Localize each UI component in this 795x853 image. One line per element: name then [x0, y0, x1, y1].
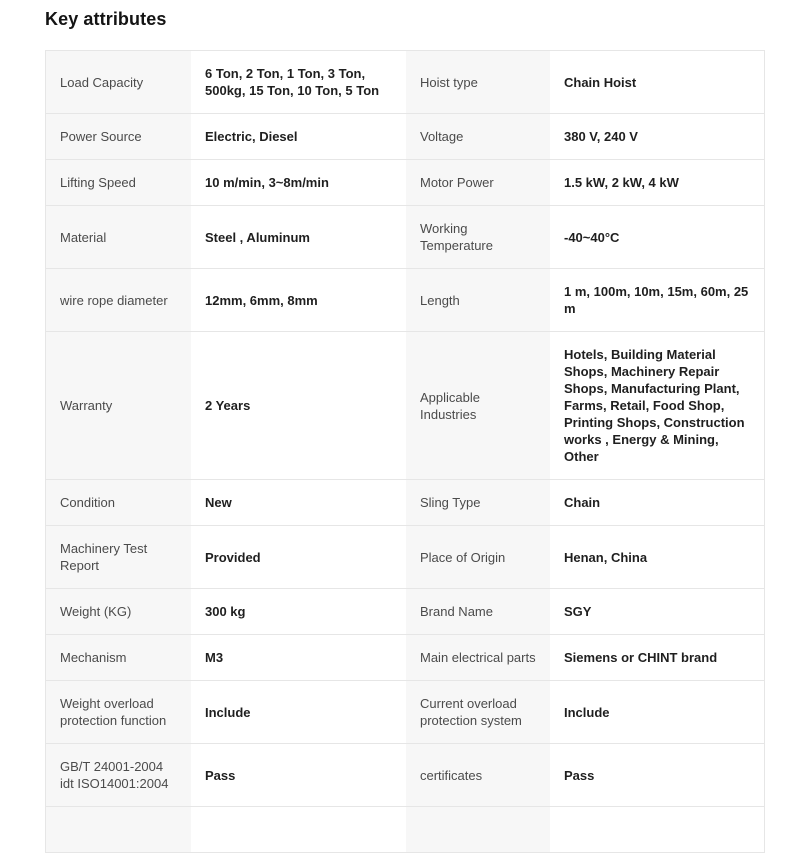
attribute-label: Weight (KG)	[60, 604, 132, 619]
attribute-value: Pass	[564, 767, 595, 783]
table-row	[46, 526, 764, 589]
attribute-label-cell	[46, 681, 191, 743]
table-row	[46, 635, 764, 681]
attribute-label-cell	[46, 480, 191, 525]
attribute-label: Material	[60, 229, 107, 245]
attribute-value-cell	[191, 332, 406, 479]
attribute-label-cell	[406, 114, 550, 159]
attribute-label-cell	[406, 480, 550, 525]
attribute-label-cell	[46, 160, 191, 205]
attribute-value: New	[205, 495, 232, 510]
attribute-value: Include	[205, 704, 251, 720]
attribute-value: M3	[205, 650, 224, 665]
attribute-value: Pass	[205, 767, 236, 783]
attribute-label-cell	[406, 526, 550, 588]
attribute-value-cell	[550, 744, 764, 806]
table-row	[46, 589, 764, 635]
attribute-label: Working Temperature	[420, 221, 493, 253]
attribute-label-cell	[406, 589, 550, 634]
attribute-value-cell	[550, 589, 764, 634]
attribute-label-cell	[406, 681, 550, 743]
attribute-value-cell	[550, 114, 764, 159]
attribute-label-cell	[406, 206, 550, 268]
attribute-value: 10 m/min, 3~8m/min	[205, 175, 329, 190]
section-title: Key attributes	[45, 9, 167, 29]
attribute-value-cell	[191, 480, 406, 525]
key-attributes-section	[0, 9, 795, 853]
table-row	[46, 807, 764, 852]
attribute-value-cell	[191, 51, 406, 113]
attribute-value-cell	[550, 807, 764, 852]
attribute-value-cell	[550, 206, 764, 268]
attribute-label: Sling Type	[420, 495, 481, 510]
attribute-value: 1 m, 100m, 10m, 15m, 60m, 25 m	[564, 284, 749, 316]
attribute-value-cell	[191, 807, 406, 852]
attribute-value: 1.5 kW, 2 kW, 4 kW	[564, 175, 679, 190]
attribute-value: Steel , Aluminum	[205, 229, 310, 245]
attribute-value-cell	[191, 589, 406, 634]
attribute-value: Chain	[564, 495, 601, 510]
table-row	[46, 160, 764, 206]
attribute-label: Condition	[60, 495, 115, 510]
attribute-value: Siemens or CHINT brand	[564, 650, 718, 665]
attribute-label-cell	[46, 51, 191, 113]
attribute-value: Electric, Diesel	[205, 129, 298, 144]
attribute-label: Voltage	[420, 129, 464, 144]
attribute-value-cell	[191, 744, 406, 806]
attribute-value-cell	[550, 269, 764, 331]
attribute-label-cell	[46, 744, 191, 806]
attribute-label: Power Source	[60, 129, 142, 144]
attribute-label-cell	[46, 206, 191, 268]
attribute-value: Hotels, Building Material Shops, Machinery Repair Shops, Manufacturing Plant, Farms, Retail, Food Shop, Printing Shops, Construction works , Energy & Mining, Other	[564, 347, 745, 464]
table-row	[46, 269, 764, 332]
attribute-label-cell	[46, 635, 191, 680]
attribute-label-cell	[406, 635, 550, 680]
attribute-label: Weight overload protection function	[60, 696, 167, 728]
attribute-label-cell	[46, 332, 191, 479]
attribute-value: -40~40°C	[564, 229, 620, 245]
attribute-label: Main electrical parts	[420, 650, 536, 665]
table-row	[46, 51, 764, 114]
attribute-value: Include	[564, 704, 610, 720]
attribute-value-cell	[191, 681, 406, 743]
attribute-label-cell	[406, 269, 550, 331]
attribute-label-cell	[406, 744, 550, 806]
attribute-label-cell	[406, 51, 550, 113]
attribute-value-cell	[191, 160, 406, 205]
attribute-value-cell	[191, 114, 406, 159]
attribute-label: certificates	[420, 767, 483, 783]
table-row	[46, 480, 764, 526]
attribute-label: Mechanism	[60, 650, 127, 665]
attribute-value: Provided	[205, 549, 261, 565]
attribute-value-cell	[550, 681, 764, 743]
attribute-label: Hoist type	[420, 74, 478, 90]
attribute-label-cell	[46, 526, 191, 588]
attribute-label-cell	[406, 332, 550, 479]
attribute-label: Applicable Industries	[420, 389, 480, 422]
attribute-value-cell	[550, 526, 764, 588]
attribute-label: Machinery Test Report	[60, 541, 148, 573]
attribute-value: 300 kg	[205, 604, 246, 619]
attribute-label-cell	[46, 269, 191, 331]
attribute-value-cell	[550, 635, 764, 680]
table-row	[46, 744, 764, 807]
attribute-label: Motor Power	[420, 175, 494, 190]
attribute-label-cell	[406, 160, 550, 205]
attribute-label-cell	[46, 589, 191, 634]
table-row	[46, 206, 764, 269]
attribute-value-cell	[550, 160, 764, 205]
attribute-value-cell	[191, 526, 406, 588]
attribute-label: Load Capacity	[60, 74, 144, 90]
attribute-label: Warranty	[60, 398, 113, 413]
attribute-label: Lifting Speed	[60, 175, 136, 190]
attribute-value-cell	[191, 269, 406, 331]
attribute-value: 380 V, 240 V	[564, 129, 638, 144]
attribute-value-cell	[550, 51, 764, 113]
attribute-value: 12mm, 6mm, 8mm	[205, 292, 318, 308]
attribute-value-cell	[550, 480, 764, 525]
attributes-table	[45, 50, 765, 853]
attribute-value: SGY	[564, 604, 592, 619]
attribute-label: GB/T 24001-2004 idt ISO14001:2004	[60, 759, 169, 791]
table-row	[46, 681, 764, 744]
attribute-label: wire rope diameter	[60, 292, 168, 308]
attribute-value: Henan, China	[564, 549, 648, 565]
table-row	[46, 114, 764, 160]
attribute-value: Chain Hoist	[564, 74, 637, 90]
attribute-label-cell	[46, 807, 191, 852]
table-row	[46, 332, 764, 480]
attribute-value-cell	[191, 206, 406, 268]
attribute-label-cell	[406, 807, 550, 852]
attribute-value-cell	[191, 635, 406, 680]
attribute-value-cell	[550, 332, 764, 479]
attribute-label: Length	[420, 292, 460, 308]
attribute-label: Current overload protection system	[420, 696, 522, 728]
attribute-label-cell	[46, 114, 191, 159]
attribute-value: 2 Years	[205, 398, 251, 413]
attribute-label: Brand Name	[420, 604, 493, 619]
attribute-label: Place of Origin	[420, 549, 506, 565]
attribute-value: 6 Ton, 2 Ton, 1 Ton, 3 Ton, 500kg, 15 Ton, 10 Ton, 5 Ton	[205, 66, 380, 98]
